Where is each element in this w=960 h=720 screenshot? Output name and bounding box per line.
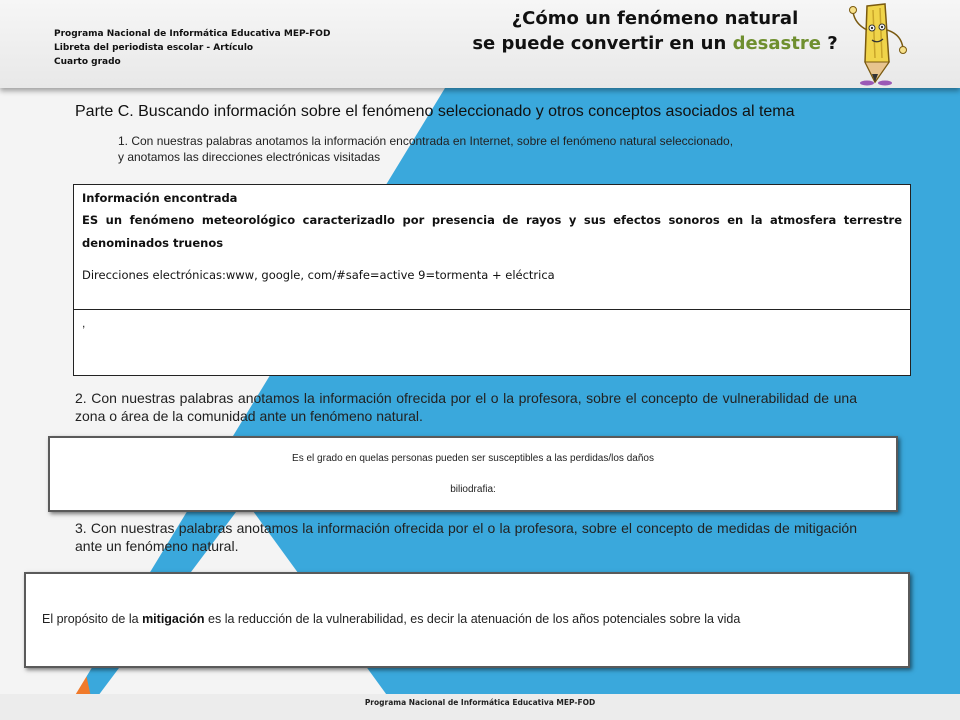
question-3-text: 3. Con nuestras palabras anotamos la información ofrecida por el o la profesora, sobre el concepto de medidas de mitigación ante un fenómeno natural. <box>75 520 857 554</box>
info-table-body: ES un fenómeno meteorológico caracterizadlo por presencia de rayos y sus efectos sonoros en la atmosfera terrestre denominados truenos <box>82 213 902 250</box>
page-title <box>420 6 890 56</box>
answer-mitigation-pre: El propósito de la <box>42 612 143 626</box>
title-accent-word: desastre <box>732 33 821 54</box>
info-table-header: Información encontrada <box>82 191 238 205</box>
info-table-cell-found[interactable] <box>74 185 910 310</box>
grade-line: Cuarto grado <box>54 57 121 67</box>
answer-mitigation-text <box>42 612 740 626</box>
instruction-1 <box>118 133 878 165</box>
answer-box-mitigation[interactable] <box>24 572 910 668</box>
title-line2-post: ? <box>820 33 838 54</box>
title-line2 <box>420 31 890 56</box>
notebook-line: Libreta del periodista escolar - Artículo <box>54 43 254 53</box>
answer-mitigation-post: es la reducción de la vulnerabilidad, es decir la atenuación de los años potenciales sobre la vida <box>204 612 741 626</box>
info-table-urls: Direcciones electrónicas:www, google, com/#safe=active 9=tormenta + eléctrica <box>82 268 555 282</box>
title-line1: ¿Cómo un fenómeno natural <box>511 8 799 29</box>
section-title: Parte C. Buscando información sobre el fenómeno seleccionado y otros conceptos asociados al tema <box>75 103 795 120</box>
instruction-1-line1: 1. Con nuestras palabras anotamos la información encontrada en Internet, sobre el fenómeno natural seleccionado, <box>118 134 734 148</box>
pencil-character-icon <box>845 0 915 86</box>
question-2-text: 2. Con nuestras palabras anotamos la información ofrecida por el o la profesora, sobre el concepto de vulnerabilidad de una zona o área de la comunidad ante un fenómeno natural. <box>75 390 857 424</box>
footer-text: Programa Nacional de Informática Educativa MEP-FOD <box>364 698 596 707</box>
title-line2-pre: se puede convertir en un <box>472 33 733 54</box>
answer-mitigation-keyword: mitigación <box>142 612 205 626</box>
answer-vulnerability-line1: Es el grado en quelas personas pueden ser susceptibles a las perdidas/los daños <box>292 453 654 464</box>
answer-vulnerability-line2: biliodrafia: <box>450 484 496 495</box>
program-line: Programa Nacional de Informática Educativa MEP-FOD <box>54 29 331 39</box>
answer-box-vulnerability[interactable] <box>48 436 898 512</box>
header-info <box>54 27 330 69</box>
info-table <box>73 184 911 376</box>
instruction-1-line2: y anotamos las direcciones electrónicas visitadas <box>118 150 381 164</box>
info-table-cell-second[interactable] <box>74 310 910 375</box>
info-table-second-text: , <box>82 316 86 330</box>
header-bar <box>0 0 960 88</box>
